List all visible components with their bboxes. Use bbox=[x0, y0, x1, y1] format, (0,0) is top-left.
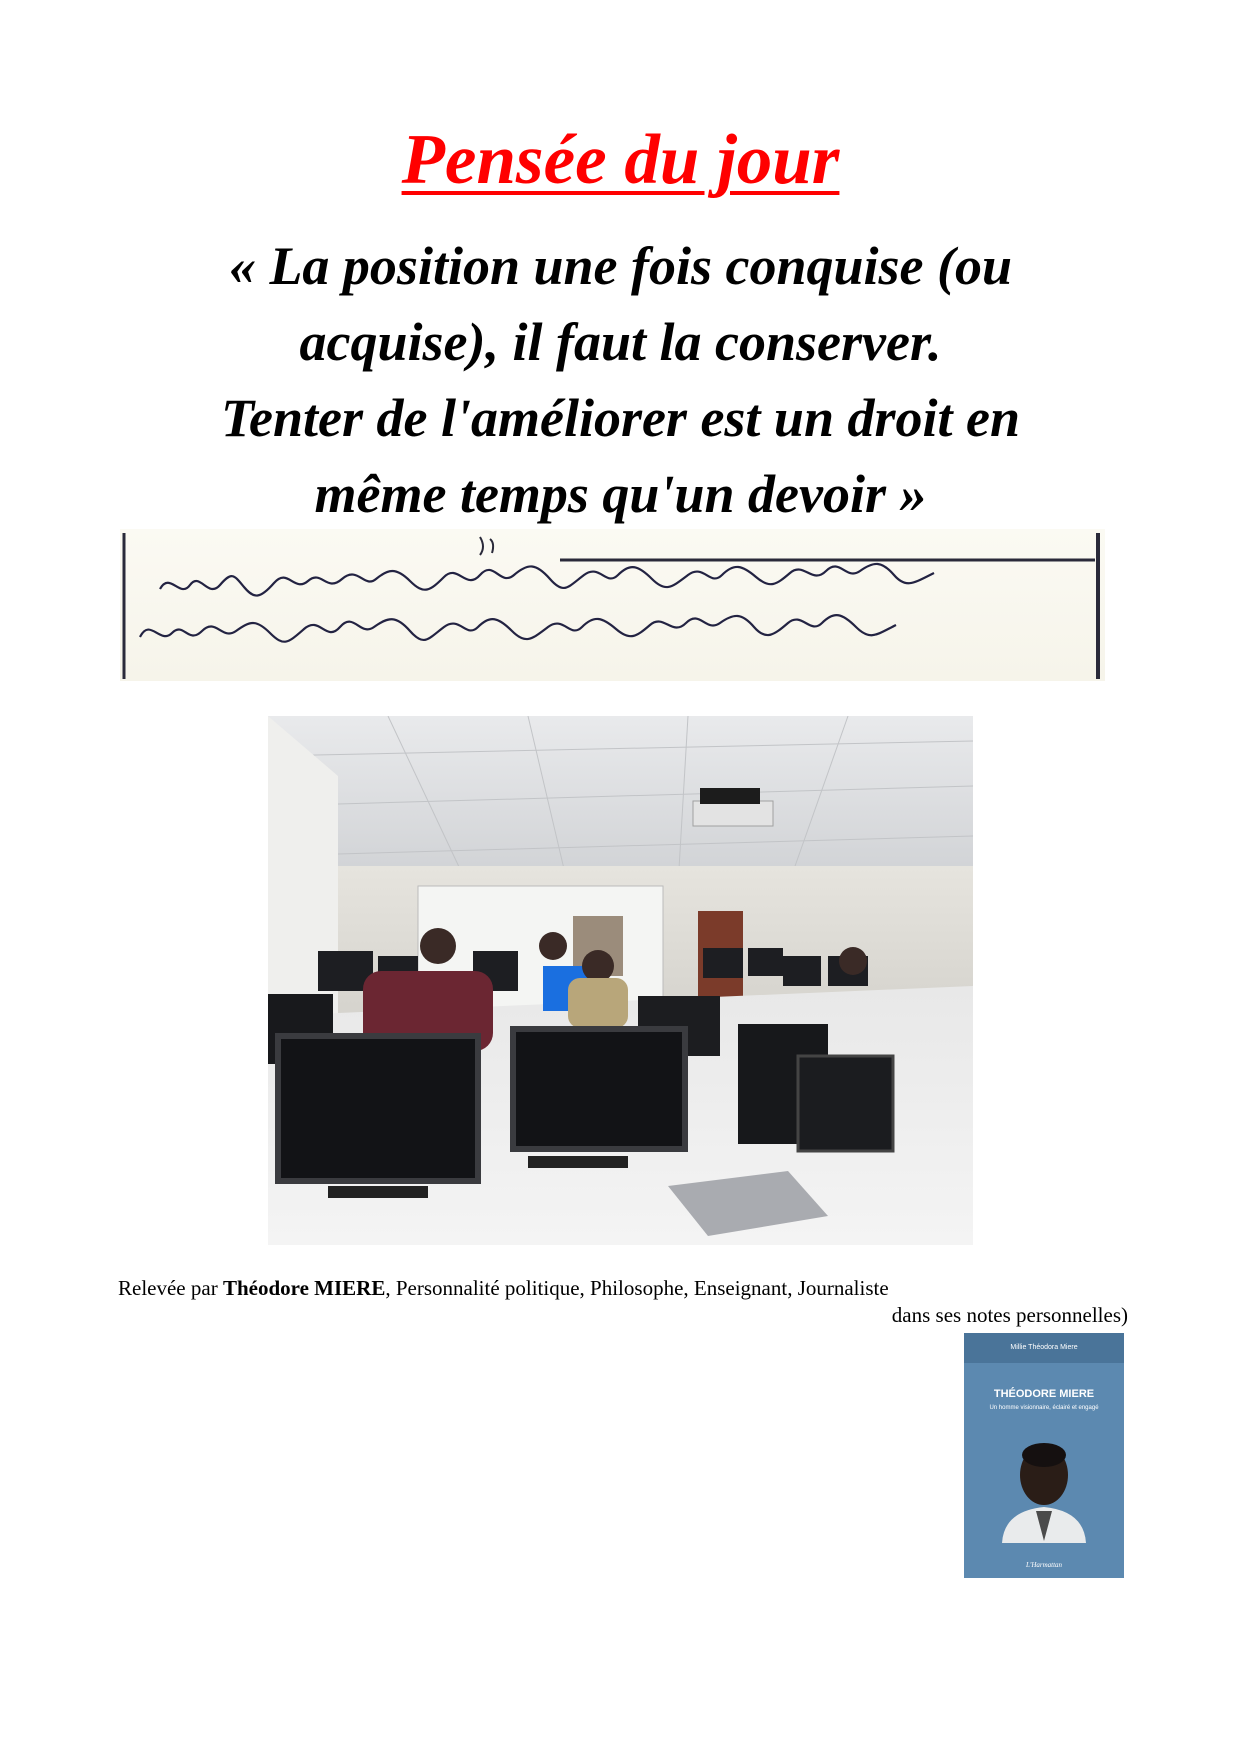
book-subtitle: Un homme visionnaire, éclairé et engagé bbox=[989, 1405, 1099, 1411]
quote-line: Tenter de l'améliorer est un droit en bbox=[220, 388, 1021, 448]
handwritten-note-image bbox=[120, 529, 1105, 681]
quote-line: acquise), il faut la conserver. bbox=[299, 312, 942, 372]
book-cover bbox=[964, 1333, 1124, 1578]
classroom-photo bbox=[268, 716, 973, 1245]
caption-author: Théodore MIERE bbox=[222, 1276, 386, 1300]
caption bbox=[118, 1275, 1128, 1329]
book-portrait-image bbox=[992, 1433, 1096, 1543]
quote-text bbox=[100, 228, 1141, 532]
book-author: Millie Théodora Miere bbox=[964, 1333, 1124, 1363]
caption-rest: , Personnalité politique, Philosophe, Enseignant, Journaliste bbox=[385, 1276, 889, 1300]
caption-line2: dans ses notes personnelles) bbox=[891, 1303, 1128, 1327]
quote-line: même temps qu'un devoir » bbox=[314, 464, 927, 524]
page-title: Pensée du jour bbox=[401, 121, 840, 199]
caption-prefix: Relevée par bbox=[118, 1276, 223, 1300]
quote-line: « La position une fois conquise (ou bbox=[228, 236, 1013, 296]
book-publisher: L'Harmattan bbox=[1025, 1561, 1063, 1569]
book-title: THÉODORE MIERE bbox=[993, 1388, 1095, 1400]
